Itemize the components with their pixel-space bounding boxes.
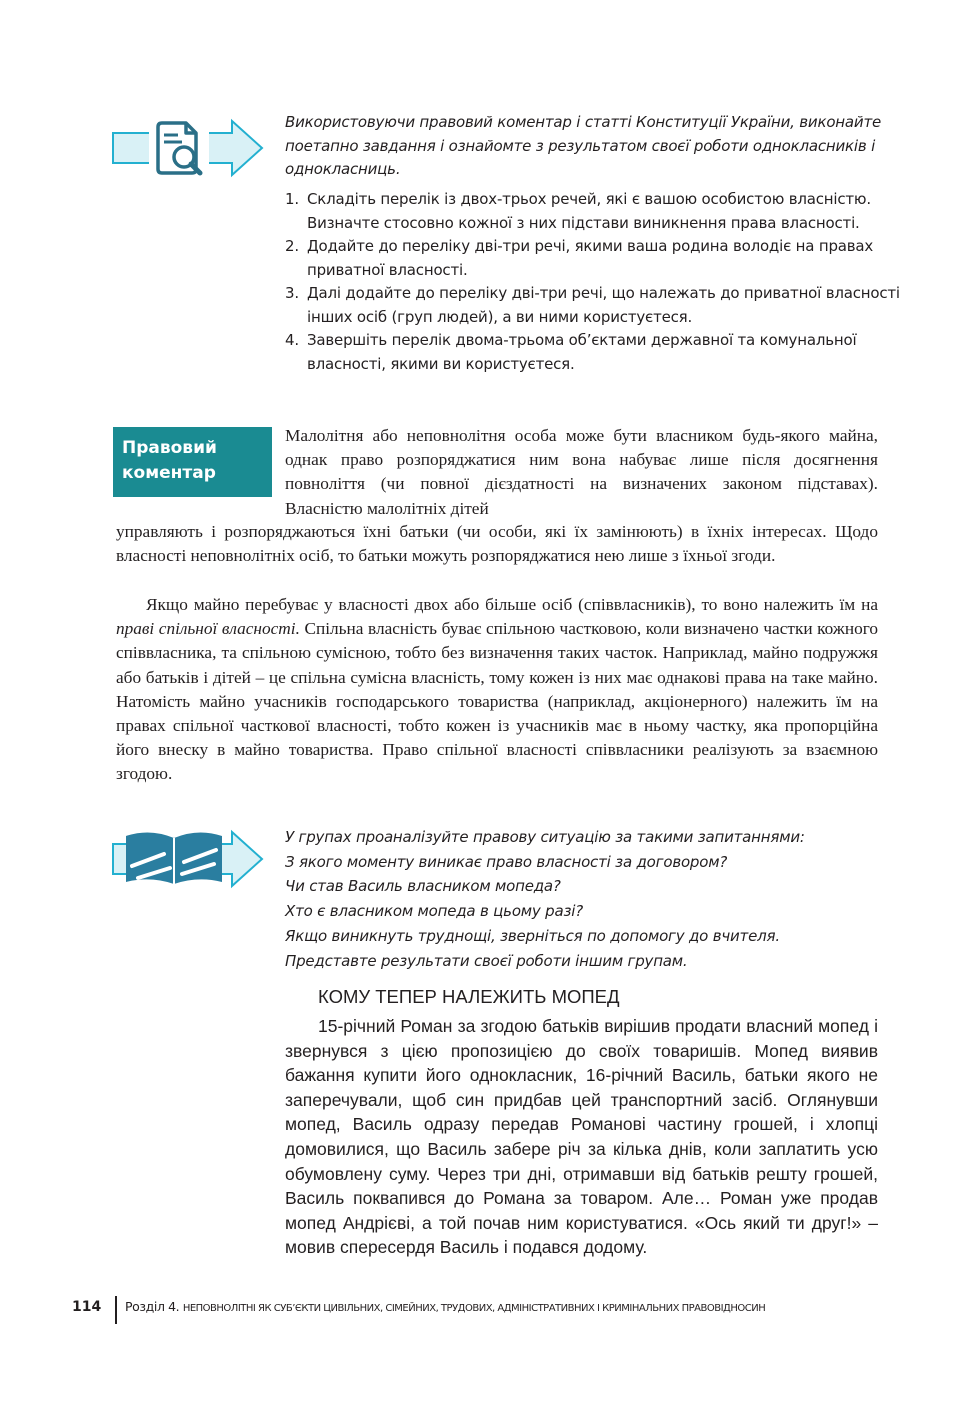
task2-line: З якого моменту виникає право власності за договором? [285, 852, 728, 871]
page-number: 114 [72, 1299, 102, 1315]
task2-instructions [285, 825, 905, 973]
list-item: 2. Додайте до переліку дві-три речі, якими ваша родина володіє на правах приватної власності. [285, 237, 874, 279]
legal-comment-text: Малолітня або неповнолітня особа може бути власником будь-якого майна, однак право розпоряджатися ним вона набуває лише після досягнення повноліття (чи повної дієздатності на визначених законом підставах). Власністю малолітніх дітей [285, 426, 878, 518]
legal-comment-label [113, 427, 272, 497]
footer-divider [115, 1296, 117, 1324]
footer-section [125, 1299, 765, 1317]
term-shared-ownership: праві спільної власності. [116, 619, 300, 639]
task2-line: Хто є власником мопеда в цьому разі? [285, 902, 583, 921]
case-text: 15-річний Роман за згодою батьків вирішив продати власний мопед і звернувся з цією пропозицією до своїх товаришів. Мопед виявив бажання купити його однокласник, 16-річний Василь, батьки якого не заперечували, щоб син придбав цей транспортний засіб. Оглянувши мопед, Василь одразу передав Романові частину грошей, і хлопці домовилися, що Василь забере річ за кілька днів, коли заплатить усю обумовлену суму. Через три дні, отримавши від батьків решту грошей, Василь поквапився до Романа за товаром. Але… Роман уже продав мопед Андрієві, а той почав ним користуватися. «Ось який ти друг!» – мовив спересердя Василь і подався додому. [285, 1016, 878, 1258]
document-magnifier-arrow-icon [112, 117, 264, 179]
case-title: КОМУ ТЕПЕР НАЛЕЖИТЬ МОПЕД [318, 986, 620, 1007]
open-book-pencils-arrow-icon [112, 828, 264, 890]
task2-line: Чи став Василь власником мопеда? [285, 877, 561, 896]
legal-comment-title-line1: Правовий [122, 438, 217, 458]
task1-list [285, 188, 905, 376]
footer-section-title: НЕПОВНОЛІТНІ ЯК СУБ’ЄКТИ ЦИВІЛЬНИХ, СІМЕЙНИХ, ТРУДОВИХ, АДМІНІСТРАТИВНИХ І КРИМІНАЛЬНИХ ПРАВОВІДНОСИН [182, 1303, 766, 1314]
task2-line: Представте результати своєї роботи іншим групам. [285, 951, 688, 970]
legal-comment-title-line2: коментар [122, 463, 216, 483]
list-item: 1. Складіть перелік із двох-трьох речей, які є вашою особистою власністю. Визначте стосовно кожної з них підстави виникнення права власності. [285, 190, 871, 232]
list-item: 3. Далі додайте до переліку дві-три речі, що належать до приватної власності інших осіб (груп людей), а ви ними користуєтеся. [285, 284, 900, 326]
task1-intro: Використовуючи правовий коментар і статті Конституції України, виконайте поетапно завдання і ознайомте з результатом своєї роботи однокласників і однокласниць. [285, 113, 882, 178]
task2-line: Якщо виникнуть труднощі, зверніться по допомогу до вчителя. [285, 926, 780, 945]
shared-ownership-paragraph: Якщо майно перебуває у власності двох або більше осіб (співвласників), то воно належить їм на праві спільної власності. Спільна власність буває спільною частковою, коли визначено частки кожного співвласника, та спільною сумісною, тобто без визначення таких часток. Наприклад, майно подружжя або батьків і дітей – це спільна сумісна власність, тому кожен із них має однакові права на таке майно. Натомість майно учасників господарського товариства (наприклад, акціонерного) належить їм на правах спільної часткової власності, тобто кожен із учасників має в ньому частку, яка пропорційна його внеску в майно товариства. Право спільної власності співвласники реалізують за взаємною згодою. [116, 595, 879, 784]
task2-line: У групах проаналізуйте правову ситуацію за такими запитаннями: [285, 828, 805, 846]
footer-section-label: Розділ 4. [125, 1299, 180, 1314]
list-item: 4. Завершіть перелік двома-трьома об’єктами державної та комунальної власності, якими ви користуєтеся. [285, 331, 857, 373]
legal-comment-text-continued: управляють і розпоряджаються їхні батьки (чи особи, які їх замінюють) в їхніх інтересах. Щодо власності неповнолітніх осіб, то батьки можуть розпоряджатися нею лише з їхньої згоди. [116, 522, 878, 566]
